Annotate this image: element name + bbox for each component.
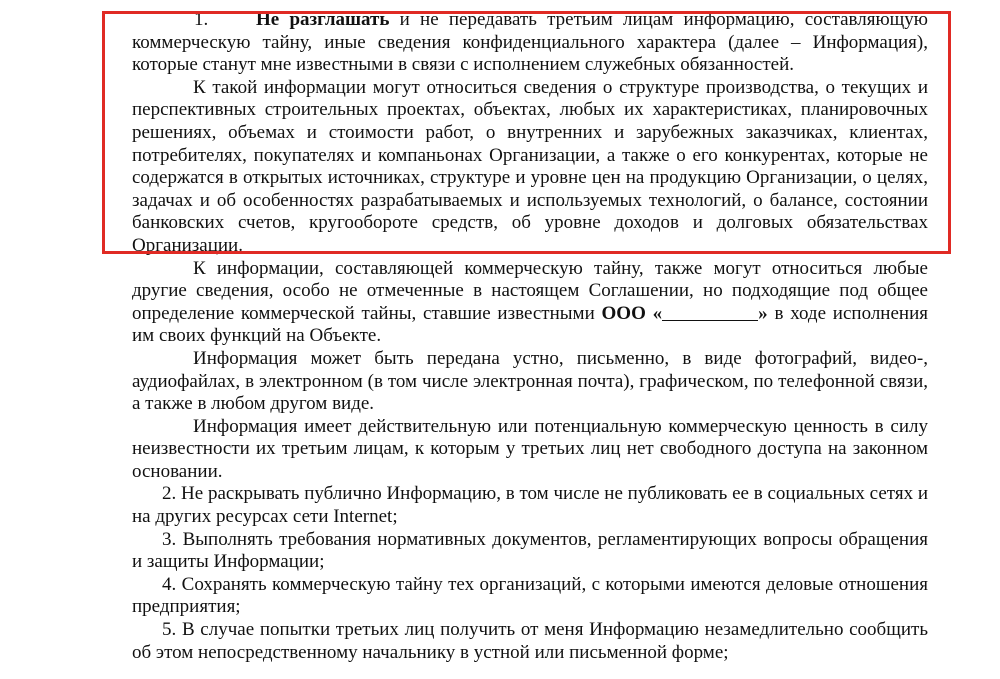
clause-4-number: 4. (162, 573, 177, 595)
document-body (132, 9, 928, 664)
paragraph-other-after: в ходе исполнения им своих функций на Объекте. (132, 302, 928, 347)
clause-1-text: и не передавать третьим лицам информацию, составляющую коммерческую тайну, иные сведения конфиденциального характера (далее – Информация), которые станут мне известными в связи с исполнением служебных обязанностей. (132, 9, 928, 76)
clause-1-number: 1. (194, 9, 209, 30)
clause-2-number: 2. (162, 483, 177, 505)
paragraph-other-before: К информации, составляющей коммерческую тайну, также могут относиться любые другие сведения, особо не отмеченные в настоящем Соглашении, но подходящие под общее определение коммерческой тайны, ставшие известными (132, 257, 928, 324)
paragraph-commercial-value: Информация имеет действительную или потенциальную коммерческую ценность в силу неизвестности их третьим лицам, к которым у третьих лиц нет свободного доступа на законном основании. (132, 415, 928, 482)
clause-2 (132, 483, 928, 528)
clause-1-bold-lead: Не разглашать (256, 9, 390, 30)
clause-4 (132, 574, 928, 619)
clause-5 (132, 619, 928, 664)
paragraph-transfer-forms: Информация может быть передана устно, письменно, в виде фотографий, видео-, аудиофайлах, в электронном (в том числе электронная почта), графическом, по телефонной связи, а также в любом другом виде. (132, 347, 928, 415)
paragraph-information-scope: К такой информации могут относиться сведения о структуре производства, о текущих и перспективных строительных проектах, объектах, любых их характеристиках, планировочных решениях, объемах и стоимости работ, о внутренних и зарубежных заказчиках, клиентах, потребителях, покупателях и компаньонах Организации, а также о его конкурентах, которые не содержатся в открытых источниках, структуре и уровне цен на продукцию Организации, о целях, задачах и об особенностях разрабатываемых и используемых технологий, о балансе, состоянии банковских счетов, кругообороте средств, об уровне доходов и долговых обязательствах Организации. (132, 76, 928, 256)
organization-suffix: » (758, 302, 768, 324)
clause-3-text: Выполнять требования нормативных документов, регламентирующих вопросы обращения и защиты Информации; (132, 528, 928, 573)
clause-1 (132, 9, 928, 77)
clause-3-number: 3. (162, 528, 177, 550)
clause-5-number: 5. (162, 619, 177, 641)
organization-blank-line (662, 304, 758, 321)
clause-4-text: Сохранять коммерческую тайну тех организаций, с которыми имеются деловые отношения предприятия; (132, 573, 928, 618)
clause-5-text: В случае попытки третьих лиц получить от меня Информацию незамедлительно сообщить об этом непосредственному начальнику в устной или письменной форме; (132, 619, 928, 663)
clause-3 (132, 529, 928, 574)
organization-name (602, 303, 768, 324)
organization-prefix: ООО « (601, 302, 663, 324)
clause-2-text: Не раскрывать публично Информацию, в том числе не публиковать ее в социальных сетях и на других ресурсах сети Internet; (132, 483, 929, 528)
paragraph-other-information (132, 258, 928, 348)
